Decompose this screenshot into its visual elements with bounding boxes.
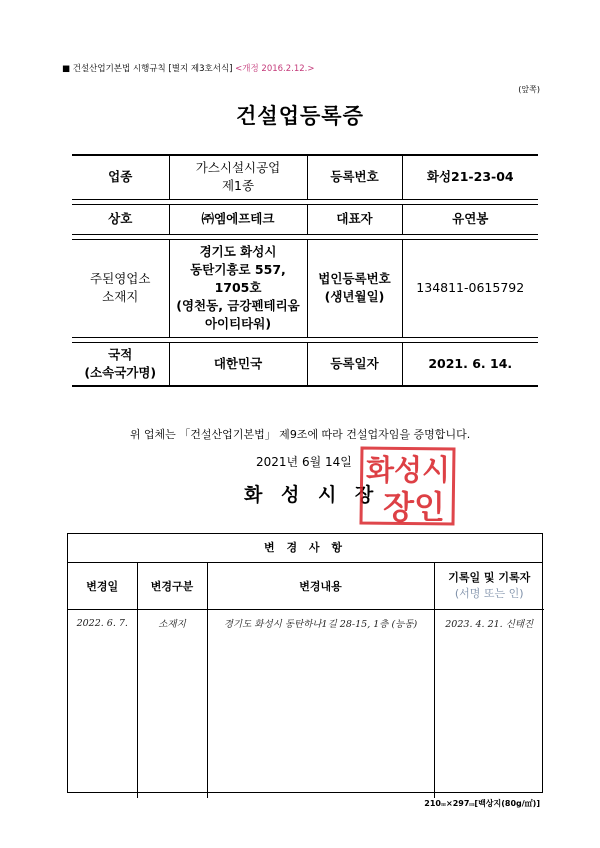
representative-value: 유연봉	[402, 204, 538, 234]
change-history-table	[68, 563, 544, 798]
address-line2: 동탄기흥로 557, 1705호	[190, 261, 286, 295]
change-history-header-row	[68, 563, 544, 610]
corp-no-value: 134811-0615792	[402, 239, 538, 337]
recorder-header-line2: (서명 또는 인)	[454, 587, 524, 600]
reg-no-value: 화성21-23-04	[402, 155, 538, 199]
business-type-value	[169, 155, 307, 199]
change-history-section	[67, 533, 543, 793]
column-header-content: 변경내용	[207, 563, 434, 610]
reg-date-value: 2021. 6. 14.	[402, 342, 538, 386]
form-height: 297	[452, 799, 470, 808]
seal-line1: 화성시	[365, 453, 451, 487]
issuing-authority: 화 성 시 장	[244, 484, 380, 506]
change-history-heading: 변 경 사 항	[68, 534, 542, 563]
trade-name-row	[72, 204, 538, 234]
trade-name-label: 상호	[72, 204, 169, 234]
nationality-row	[72, 342, 538, 386]
form-height-unit: ㎜	[469, 802, 475, 808]
reg-no-label: 등록번호	[307, 155, 402, 199]
address-label-line1: 주된영업소	[90, 270, 151, 286]
seal-line2: 장인	[383, 488, 445, 526]
empty-rows	[68, 636, 544, 798]
official-seal	[356, 444, 460, 528]
change-recorder: 2023. 4. 21. 신태진	[445, 619, 534, 630]
statute-reference	[62, 62, 315, 74]
registration-details-table	[72, 154, 538, 387]
column-header-recorder	[434, 563, 544, 610]
address-line4: 아이티타워)	[204, 316, 272, 332]
business-type-row	[72, 155, 538, 199]
address-row	[72, 239, 538, 337]
revision-note: <개정 2016.2.12.>	[235, 64, 315, 74]
representative-label: 대표자	[307, 204, 402, 234]
address-line3: (영천동, 금강펜테리움	[176, 298, 300, 314]
nationality-value: 대한민국	[169, 342, 307, 386]
issue-date: 2021년 6월 14일	[256, 455, 352, 469]
front-side-label: (앞쪽)	[518, 85, 540, 94]
trade-name-value: ㈜엠에프테크	[169, 204, 307, 234]
certification-statement: 위 업체는 「건설산업기본법」 제9조에 따라 건설업자임을 증명합니다.	[129, 428, 471, 441]
nationality-label-line2: (소속국가명)	[84, 364, 157, 380]
corp-no-label-line1: 법인등록번호	[318, 270, 391, 286]
change-content: 경기도 화성시 동탄하나1길 28-15, 1층 (능동)	[207, 610, 434, 637]
document-title: 건설업등록증	[236, 104, 364, 128]
form-width-unit: ㎜	[440, 802, 446, 808]
address-line1: 경기도 화성시	[199, 243, 277, 259]
column-header-type: 변경구분	[137, 563, 207, 610]
column-header-date: 변경일	[68, 563, 137, 610]
recorder-header-line1: 기록일 및 기록자	[448, 570, 531, 584]
corp-no-label-line2: (생년월일)	[324, 289, 385, 304]
form-size-note: 210㎜×297㎜[백상지(80g/㎡)]	[424, 799, 540, 808]
corp-no-label	[307, 239, 402, 337]
change-type: 소재지	[137, 610, 207, 637]
business-type-line2: 제1종	[221, 178, 255, 194]
nationality-label-line1: 국적	[108, 346, 133, 362]
paper-spec: [백상지(80g/㎡)]	[474, 799, 540, 808]
business-type-label: 업종	[72, 155, 169, 199]
address-value	[169, 239, 307, 337]
nationality-label	[72, 342, 169, 386]
address-label	[72, 239, 169, 337]
reg-date-label: 등록일자	[307, 342, 402, 386]
form-width: 210	[424, 799, 441, 808]
change-date: 2022. 6. 7.	[68, 610, 137, 637]
statute-text: ■ 건설산업기본법 시행규칙 [별지 제3호서식]	[62, 64, 233, 74]
address-label-line2: 소재지	[102, 289, 139, 304]
table-row	[68, 610, 544, 637]
business-type-line1: 가스시설시공업	[195, 160, 281, 176]
